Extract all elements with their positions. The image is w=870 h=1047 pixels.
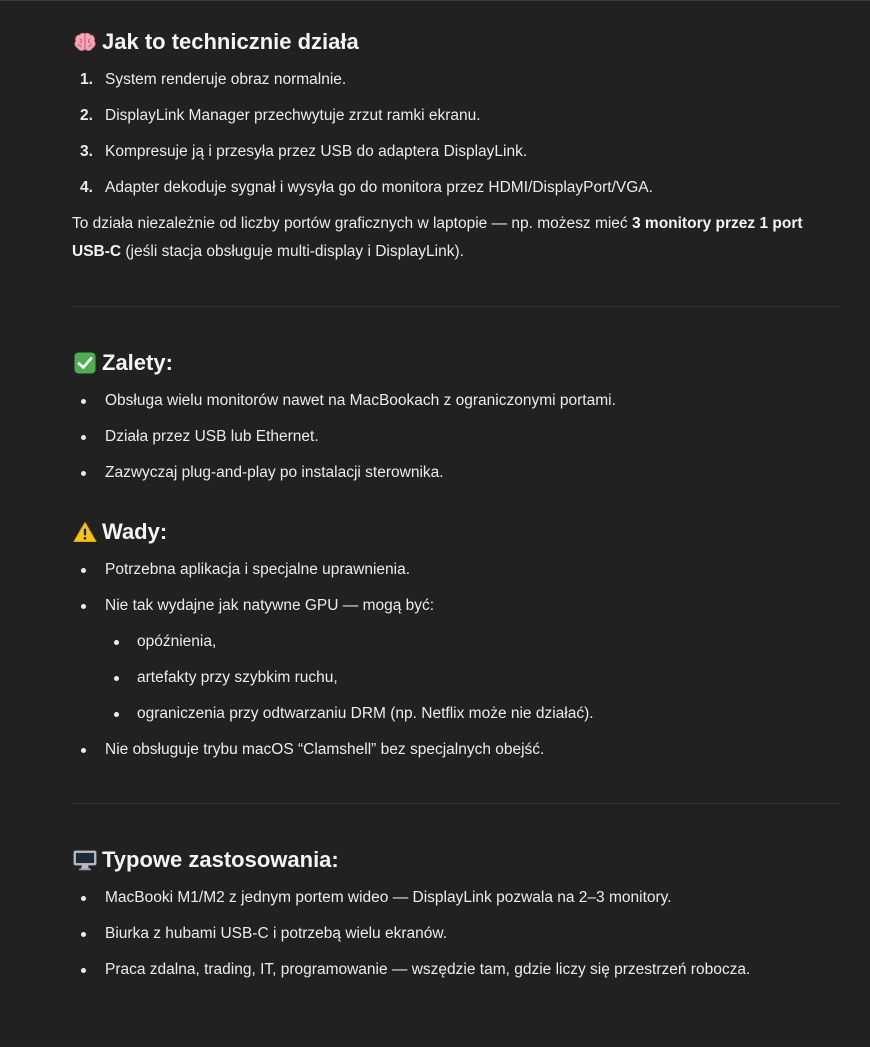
list-item-text: ograniczenia przy odtwarzaniu DRM (np. Netflix może nie działać). [137, 705, 594, 722]
steps-list [72, 69, 840, 199]
cons-list [72, 559, 840, 761]
nested-list-item [72, 667, 840, 689]
step-text: DisplayLink Manager przechwytuje zrzut ramki ekranu. [105, 107, 481, 124]
list-item [72, 177, 840, 199]
bullet-point [81, 568, 86, 573]
explanation-bold-text: 3 monitory przez 1 port USB-C [72, 215, 803, 260]
section-divider [72, 803, 840, 804]
desktop-computer-icon [72, 848, 98, 872]
step-text: Kompresuje ją i przesyła przez USB do adaptera DisplayLink. [105, 143, 528, 160]
step-number: 4. [80, 179, 93, 196]
nested-list-item [72, 631, 840, 653]
list-item [72, 923, 840, 945]
pros-list [72, 390, 840, 484]
section-divider [72, 306, 840, 307]
warning-icon [72, 520, 98, 544]
list-item-text: Zazwyczaj plug-and-play po instalacji sterownika. [105, 464, 444, 481]
list-item [72, 887, 840, 909]
list-item [72, 559, 840, 581]
step-number: 3. [80, 143, 93, 160]
list-item-text: Praca zdalna, trading, IT, programowanie — wszędzie tam, gdzie liczy się przestrzeń robocza. [105, 961, 751, 978]
list-item [72, 390, 840, 412]
section-heading-how-it-works [72, 27, 840, 57]
section-title: Typowe zastosowania: [102, 847, 339, 872]
list-item [72, 141, 840, 163]
section-heading-uses [72, 845, 840, 875]
section-heading-pros [72, 348, 840, 378]
list-item-text: Obsługa wielu monitorów nawet na MacBookach z ograniczonymi portami. [105, 392, 616, 409]
list-item-text: Potrzebna aplikacja i specjalne uprawnienia. [105, 561, 411, 578]
step-number: 2. [80, 107, 93, 124]
bullet-point [114, 712, 119, 717]
bullet-point [81, 471, 86, 476]
bullet-point [114, 676, 119, 681]
bullet-point [81, 968, 86, 973]
list-item [72, 739, 840, 761]
bullet-point [81, 932, 86, 937]
check-mark-icon [72, 351, 98, 375]
list-item-text: Nie obsługuje trybu macOS “Clamshell” bez specjalnych obejść. [105, 741, 545, 758]
list-item [72, 426, 840, 448]
message-content [72, 0, 840, 981]
explanation-paragraph [72, 210, 840, 266]
section-title: Wady: [102, 519, 168, 544]
list-item [72, 959, 840, 981]
nested-list-item [72, 703, 840, 725]
section-title: Jak to technicznie działa [102, 29, 359, 54]
bullet-point [81, 604, 86, 609]
step-text: System renderuje obraz normalnie. [105, 71, 347, 88]
bullet-point [114, 640, 119, 645]
nested-list-container [72, 631, 840, 725]
list-item-text: Działa przez USB lub Ethernet. [105, 428, 319, 445]
bullet-point [81, 896, 86, 901]
brain-icon [72, 30, 98, 54]
step-text: Adapter dekoduje sygnał i wysyła go do monitora przez HDMI/DisplayPort/VGA. [105, 179, 653, 196]
list-item [72, 595, 840, 617]
uses-list [72, 887, 840, 981]
list-item-text: MacBooki M1/M2 z jednym portem wideo — DisplayLink pozwala na 2–3 monitory. [105, 889, 672, 906]
list-item-text: opóźnienia, [137, 633, 217, 650]
step-number: 1. [80, 71, 93, 88]
section-title: Zalety: [102, 350, 173, 375]
explanation-text-start: To działa niezależnie od liczby portów graficznych w laptopie — np. możesz mieć [72, 215, 632, 232]
bullet-point [81, 748, 86, 753]
list-item-text: Biurka z hubami USB-C i potrzebą wielu ekranów. [105, 925, 448, 942]
list-item-text: artefakty przy szybkim ruchu, [137, 669, 338, 686]
list-item [72, 105, 840, 127]
explanation-text-end: (jeśli stacja obsługuje multi-display i DisplayLink). [121, 243, 464, 260]
bullet-point [81, 435, 86, 440]
nested-list [72, 631, 840, 725]
bullet-point [81, 399, 86, 404]
list-item-text: Nie tak wydajne jak natywne GPU — mogą być: [105, 597, 435, 614]
list-item [72, 462, 840, 484]
list-item [72, 69, 840, 91]
section-heading-cons [72, 517, 840, 547]
